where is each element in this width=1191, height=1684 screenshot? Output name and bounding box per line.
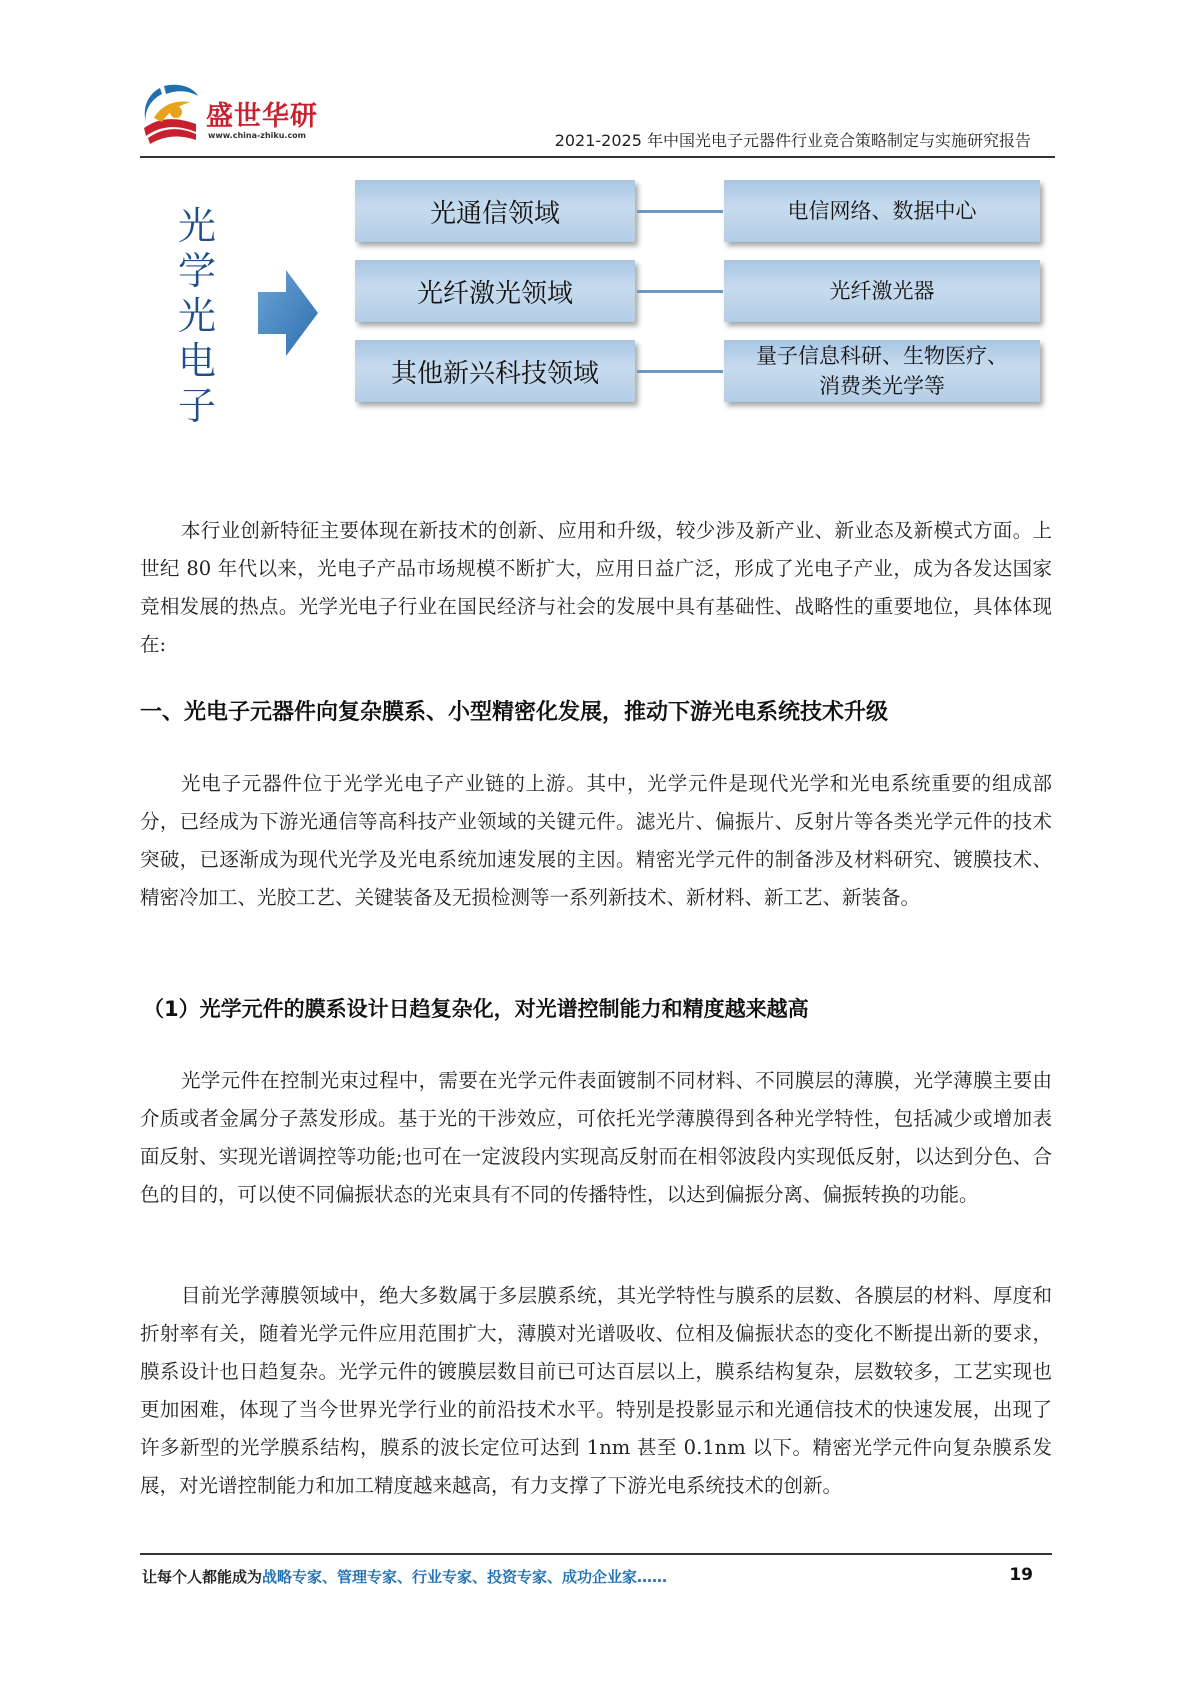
diagram-vertical-title: [172, 204, 222, 429]
vertical-title-char: 学: [177, 249, 216, 293]
domain-box-emerging-tech: 其他新兴科技领域: [355, 340, 635, 402]
footer-divider: [140, 1553, 1052, 1555]
vertical-title-char: 子: [177, 384, 216, 428]
report-title: 2021-2025 年中国光电子元器件行业竞合策略制定与实施研究报告: [554, 131, 1031, 150]
body-paragraph-2: 光学元件在控制光束过程中，需要在光学元件表面镀制不同材料、不同膜层的薄膜，光学薄膜主要由介质或者金属分子蒸发形成。基于光的干涉效应，可依托光学薄膜得到各种光学特性，包括减少或增加表面反射、实现光谱调控等功能;也可在一定波段内实现高反射而在相邻波段内实现低反射，以达到分色、合色的目的，可以使不同偏振状态的光束具有不同的传播特性，以达到偏振分离、偏振转换的功能。: [140, 1069, 1052, 1206]
application-text: 电信网络、数据中心: [787, 199, 977, 223]
application-box-fiber-laser: [724, 260, 1040, 322]
domain-box-optical-communication: 光通信领域: [355, 180, 635, 242]
logo-url: www.china-zhiku.com: [208, 131, 307, 140]
application-box-telecom: [724, 180, 1040, 242]
connector-line: [637, 370, 723, 373]
slogan-highlight: 战略专家、管理专家、行业专家、投资专家、成功企业家……: [262, 1568, 668, 1586]
connector-line: [637, 290, 723, 293]
body-paragraph-3: 目前光学薄膜领域中，绝大多数属于多层膜系统，其光学特性与膜系的层数、各膜层的材料、厚度和折射率有关，随着光学元件应用范围扩大，薄膜对光谱吸收、位相及偏振状态的变化不断提出新的要求，膜系设计也日趋复杂。光学元件的镀膜层数目前已可达百层以上，膜系结构复杂，层数较多，工艺实现也更加困难，体现了当今世界光学行业的前沿技术水平。特别是投影显示和光通信技术的快速发展，出现了许多新型的光学膜系结构，膜系的波长定位可达到 1nm 甚至 0.1nm 以下。精密光学元件向复杂膜系发展，对光谱控制能力和加工精度越来越高，有力支撑了下游光电系统技术的创新。: [140, 1284, 1052, 1497]
connector-line: [637, 210, 723, 213]
page-number: 19: [1009, 1565, 1033, 1585]
intro-paragraph: 本行业创新特征主要体现在新技术的创新、应用和升级，较少涉及新产业、新业态及新模式方面。上世纪 80 年代以来，光电子产品市场规模不断扩大，应用日益广泛，形成了光电子产业，成为各发达国家竞相发展的热点。光学光电子行业在国民经济与社会的发展中具有基础性、战略性的重要地位，具体体现在:: [140, 519, 1052, 656]
arrow-right-icon: [258, 270, 320, 356]
vertical-title-char: 光: [177, 204, 216, 248]
application-box-emerging: [724, 340, 1040, 402]
subsection-heading-1: （1）光学元件的膜系设计日趋复杂化，对光谱控制能力和精度越来越高: [143, 997, 809, 1021]
vertical-title-char: 光: [177, 294, 216, 338]
optoelectronics-application-diagram: [150, 180, 1050, 460]
logo-name: 盛世华研: [206, 101, 318, 132]
body-paragraph-1: 光电子元器件位于光学光电子产业链的上游。其中，光学元件是现代光学和光电系统重要的组成部分，已经成为下游光通信等高科技产业领域的关键元件。滤光片、偏振片、反射片等各类光学元件的技术突破，已逐渐成为现代光学及光电系统加速发展的主因。精密光学元件的制备涉及材料研究、镀膜技术、精密冷加工、光胶工艺、关键装备及无损检测等一系列新技术、新材料、新工艺、新装备。: [140, 772, 1052, 909]
section-heading-1: 一、光电子元器件向复杂膜系、小型精密化发展，推动下游光电系统技术升级: [140, 700, 889, 725]
application-text: 光纤激光器: [829, 279, 935, 303]
header-divider: [140, 156, 1055, 158]
footer-slogan: [142, 1566, 667, 1587]
domain-box-fiber-laser: 光纤激光领域: [355, 260, 635, 322]
vertical-title-char: 电: [177, 339, 216, 383]
slogan-prefix: 让每个人都能成为: [142, 1568, 263, 1586]
application-text: 消费类光学等: [819, 374, 945, 398]
application-text: 量子信息科研、生物医疗、: [756, 344, 1008, 368]
